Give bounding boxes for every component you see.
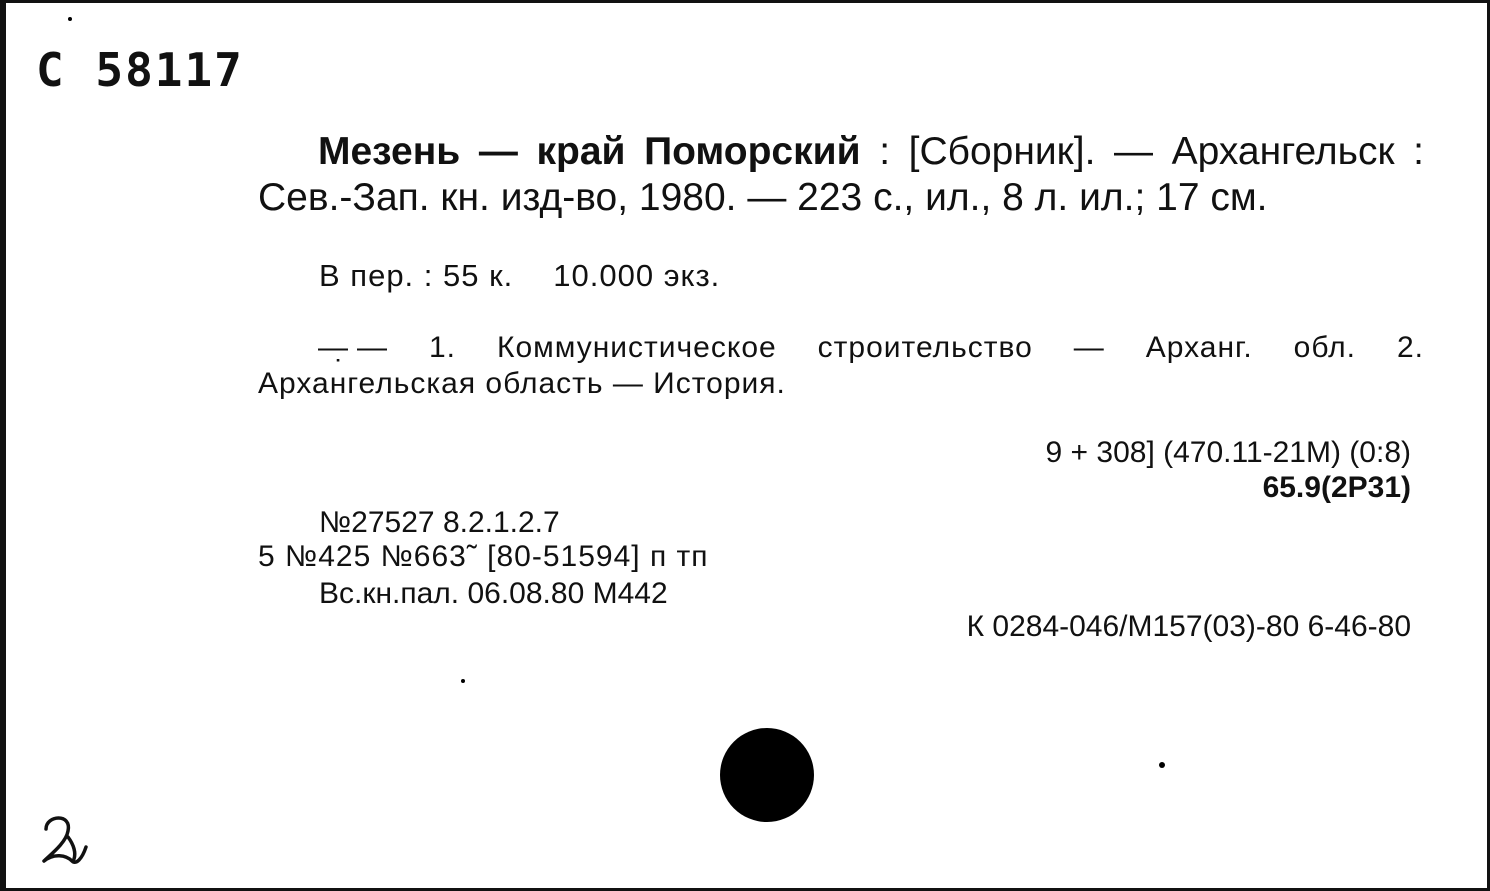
bbk-index: 65.9(2Р31): [1262, 471, 1411, 504]
book-chamber-code: Вс.кн.пал. 06.08.80 М442: [319, 577, 668, 610]
registration-code: 5 №425 №663˜ [80-51594] п тп: [258, 540, 709, 573]
print-run: 10.000 экз.: [553, 258, 721, 293]
ink-speck: [1159, 762, 1165, 768]
subjects-text: — 1. Коммунистическое строительство — Арханг. обл. 2. Архангельская область — История.: [258, 331, 1424, 400]
ink-speck: [461, 679, 465, 683]
handwritten-mark-icon: [36, 811, 96, 872]
udc-index: 9 + 308] (470.11-21М) (0:8): [1045, 436, 1411, 469]
card-punch-hole: [720, 728, 814, 822]
publisher-code: К 0284-046/М157(03)-80 6-46-80: [966, 610, 1411, 643]
subject-headings: [258, 330, 1424, 402]
ink-speck: [68, 17, 72, 21]
accession-number: С 58117: [36, 43, 244, 97]
subjects-mark: —̣: [318, 331, 349, 364]
bibliographic-entry: [258, 129, 1424, 221]
price: В пер. : 55 к.: [319, 258, 514, 293]
entry-description: : [Сборник]. — Архангельск : Сев.-Зап. кн. изд-во, 1980. — 223 с., ил., 8 л. ил.; 17 см.: [258, 130, 1424, 219]
price-line: [319, 258, 720, 294]
entry-title: Мезень — край Поморский: [318, 130, 861, 173]
order-code: №27527 8.2.1.2.7: [319, 506, 560, 539]
